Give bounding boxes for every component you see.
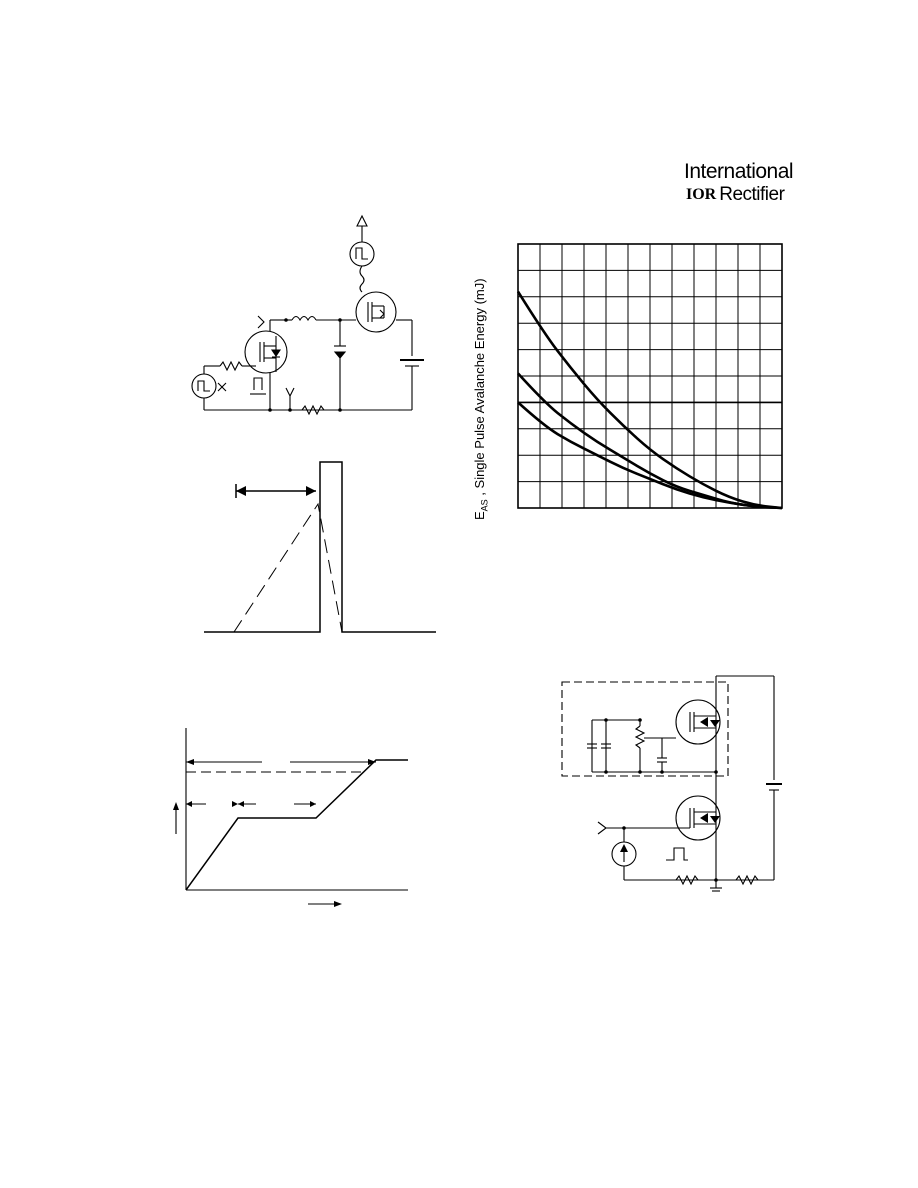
chart-grid: [518, 244, 782, 508]
brand-logo: IOR: [686, 186, 717, 203]
brand-name-line1: International: [684, 160, 794, 183]
chart-y-axis-label: $E_{AS}$ , Single Pulse Avalanche Energy (mJ): [472, 278, 490, 520]
brand-name-line2: Rectifier: [719, 184, 785, 205]
